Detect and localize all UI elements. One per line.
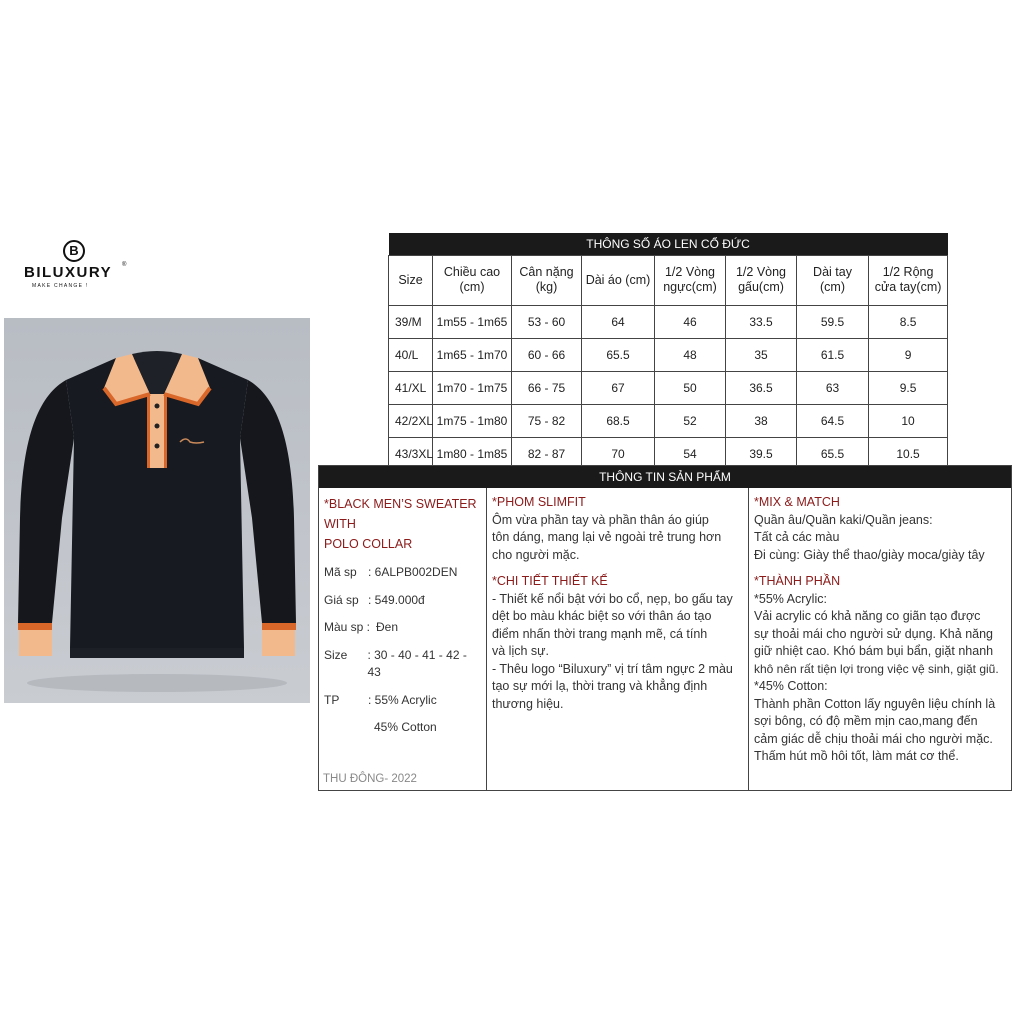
column-header: 1/2 Vòng ngực(cm) xyxy=(655,255,726,305)
text-line: Thành phần Cotton lấy nguyên liệu chính là xyxy=(754,696,996,711)
right-cuff-stripe xyxy=(262,623,296,630)
table-cell: 65.5 xyxy=(797,437,869,470)
table-cell: 43/3XL xyxy=(389,437,433,470)
column-header: 1/2 Vòng gấu(cm) xyxy=(726,255,797,305)
table-cell: 64.5 xyxy=(797,404,869,437)
product-price-value: : 549.000đ xyxy=(368,592,425,607)
left-cuff xyxy=(19,630,52,656)
text-line: cho người mặc. xyxy=(492,547,580,562)
text-line: thương hiệu. xyxy=(492,696,564,711)
column-header: Chiều cao (cm) xyxy=(433,255,512,305)
table-cell: 53 - 60 xyxy=(512,305,582,338)
table-cell: 1m65 - 1m70 xyxy=(433,338,512,371)
size-table xyxy=(388,233,948,471)
table-cell: 68.5 xyxy=(582,404,655,437)
section-heading: *MIX & MATCH xyxy=(754,495,840,509)
text-line: tôn dáng, mang lại vẻ ngoài trẻ trung hơn xyxy=(492,530,722,544)
table-cell: 1m55 - 1m65 xyxy=(433,305,512,338)
right-sleeve xyxy=(240,380,296,623)
table-cell: 10.5 xyxy=(869,437,948,470)
column-header: 1/2 Rộng cửa tay(cm) xyxy=(869,255,948,305)
design-column xyxy=(487,488,749,790)
table-cell: 39.5 xyxy=(726,437,797,470)
table-cell: 10 xyxy=(869,404,948,437)
table-cell: 9.5 xyxy=(869,371,948,404)
product-photo xyxy=(4,318,310,703)
product-size-row xyxy=(324,647,482,682)
material-column xyxy=(749,488,1012,790)
product-code-label: Mã sp xyxy=(324,565,357,579)
brand-tagline: MAKE CHANGE ! xyxy=(32,283,89,289)
table-cell: 33.5 xyxy=(726,305,797,338)
text-line: - Thêu logo “Biluxury” vị trí tâm ngực 2 màu xyxy=(492,661,733,676)
text-line: sự thoải mái cho người sử dụng. Khả năng xyxy=(754,626,993,641)
table-cell: 8.5 xyxy=(869,305,948,338)
text-line: khô nên rất tiện lợi trong việc vệ sinh, giặt giũ. xyxy=(754,661,999,676)
product-code-value: : 6ALPB002DEN xyxy=(368,565,458,579)
text-line: Thấm hút mồ hôi tốt, làm mát cơ thể. xyxy=(754,749,959,763)
brand-mark-icon: B xyxy=(63,240,85,262)
table-cell: 64 xyxy=(582,305,655,338)
text-line: Quần âu/Quần kaki/Quần jeans: xyxy=(754,512,933,527)
text-line: điểm nhấn thời trang mạnh mẽ, cá tính xyxy=(492,626,708,641)
table-cell: 66 - 75 xyxy=(512,371,582,404)
placket xyxy=(149,390,165,468)
product-size-label: Size xyxy=(324,647,348,662)
product-material-row xyxy=(324,692,482,710)
section-heading: *PHOM SLIMFIT xyxy=(492,495,586,509)
table-cell: 48 xyxy=(655,338,726,371)
table-row xyxy=(389,338,948,371)
table-cell: 52 xyxy=(655,404,726,437)
table-cell: 61.5 xyxy=(797,338,869,371)
table-cell: 36.5 xyxy=(726,371,797,404)
product-info-table xyxy=(318,465,1012,791)
product-name-line: POLO COLLAR xyxy=(324,537,413,551)
table-cell: 65.5 xyxy=(582,338,655,371)
table-cell: 35 xyxy=(726,338,797,371)
season-label: THU ĐÔNG- 2022 xyxy=(323,772,417,785)
left-sleeve xyxy=(18,380,74,623)
text-line: Ôm vừa phần tay và phần thân áo giúp xyxy=(492,512,709,527)
table-cell: 38 xyxy=(726,404,797,437)
table-cell: 54 xyxy=(655,437,726,470)
table-row xyxy=(389,305,948,338)
table-cell: 63 xyxy=(797,371,869,404)
hem xyxy=(70,648,244,658)
button-icon xyxy=(155,404,160,409)
product-info-title: THÔNG TIN SẢN PHẨM xyxy=(319,466,1011,488)
text-line: và lịch sự. xyxy=(492,644,549,658)
text-line: *45% Cotton: xyxy=(754,679,828,693)
size-table-title: THÔNG SỐ ÁO LEN CỔ ĐỨC xyxy=(389,233,948,255)
table-cell: 75 - 82 xyxy=(512,404,582,437)
left-cuff-stripe xyxy=(18,623,52,630)
product-material-value: : 55% Acrylic xyxy=(368,692,437,707)
size-table-header-row xyxy=(389,255,948,305)
button-icon xyxy=(155,444,160,449)
product-material-value: 45% Cotton xyxy=(374,720,437,734)
text-line: *55% Acrylic: xyxy=(754,591,827,606)
text-line: dệt bo màu khác biệt so với thân áo tạo xyxy=(492,609,712,623)
product-material-row xyxy=(324,719,482,737)
column-header: Cân nặng (kg) xyxy=(512,255,582,305)
text-line: giữ nhiệt cao. Khó bám bụi bẩn, giặt nhanh xyxy=(754,644,994,658)
table-cell: 1m75 - 1m80 xyxy=(433,404,512,437)
section-heading: *THÀNH PHẦN xyxy=(754,574,841,588)
product-summary-column xyxy=(319,488,487,790)
table-cell: 1m80 - 1m85 xyxy=(433,437,512,470)
text-line: - Thiết kế nổi bật với bo cổ, nẹp, bo gấu tay xyxy=(492,591,733,606)
table-cell: 41/XL xyxy=(389,371,433,404)
product-price-label: Giá sp xyxy=(324,592,359,607)
table-cell: 67 xyxy=(582,371,655,404)
product-name-line: *BLACK MEN’S SWEATER WITH xyxy=(324,497,477,531)
button-icon xyxy=(155,424,160,429)
text-line: cảm giác dễ chịu thoải mái cho người mặc. xyxy=(754,731,993,746)
product-material-label: TP xyxy=(324,692,340,707)
column-header: Size xyxy=(389,255,433,305)
table-row xyxy=(389,404,948,437)
text-line: tạo sự mới lạ, thời trang và khẳng định xyxy=(492,679,708,693)
right-cuff xyxy=(262,630,295,656)
product-color-label: Màu sp : xyxy=(324,620,371,634)
table-cell: 82 - 87 xyxy=(512,437,582,470)
table-cell: 46 xyxy=(655,305,726,338)
table-cell: 1m70 - 1m75 xyxy=(433,371,512,404)
text-line: Tất cả các màu xyxy=(754,530,840,544)
shadow xyxy=(27,674,287,692)
text-line: Đi cùng: Giày thể thao/giày moca/giày tây xyxy=(754,547,985,562)
table-row xyxy=(389,371,948,404)
column-header: Dài áo (cm) xyxy=(582,255,655,305)
table-cell: 42/2XL xyxy=(389,404,433,437)
text-line: sợi bông, có độ mềm mịn cao,mang đến xyxy=(754,714,978,728)
product-code-row xyxy=(324,564,482,582)
table-cell: 70 xyxy=(582,437,655,470)
brand-name: BILUXURY xyxy=(24,264,113,281)
table-cell: 9 xyxy=(869,338,948,371)
product-color-value: Đen xyxy=(376,620,399,634)
column-header: Dài tay (cm) xyxy=(797,255,869,305)
table-cell: 50 xyxy=(655,371,726,404)
table-cell: 39/M xyxy=(389,305,433,338)
product-price-row xyxy=(324,592,482,610)
product-size-value: : 30 - 40 - 41 - 42 - 43 xyxy=(367,647,467,679)
table-cell: 60 - 66 xyxy=(512,338,582,371)
brand-registered: ® xyxy=(122,262,127,268)
product-color-row xyxy=(324,619,482,637)
section-heading: *CHI TIẾT THIẾT KẾ xyxy=(492,574,608,588)
table-cell: 59.5 xyxy=(797,305,869,338)
sweater-illustration xyxy=(4,318,310,703)
text-line: Vải acrylic có khả năng co giãn tạo được xyxy=(754,609,981,623)
brand-logo xyxy=(20,238,130,298)
table-cell: 40/L xyxy=(389,338,433,371)
